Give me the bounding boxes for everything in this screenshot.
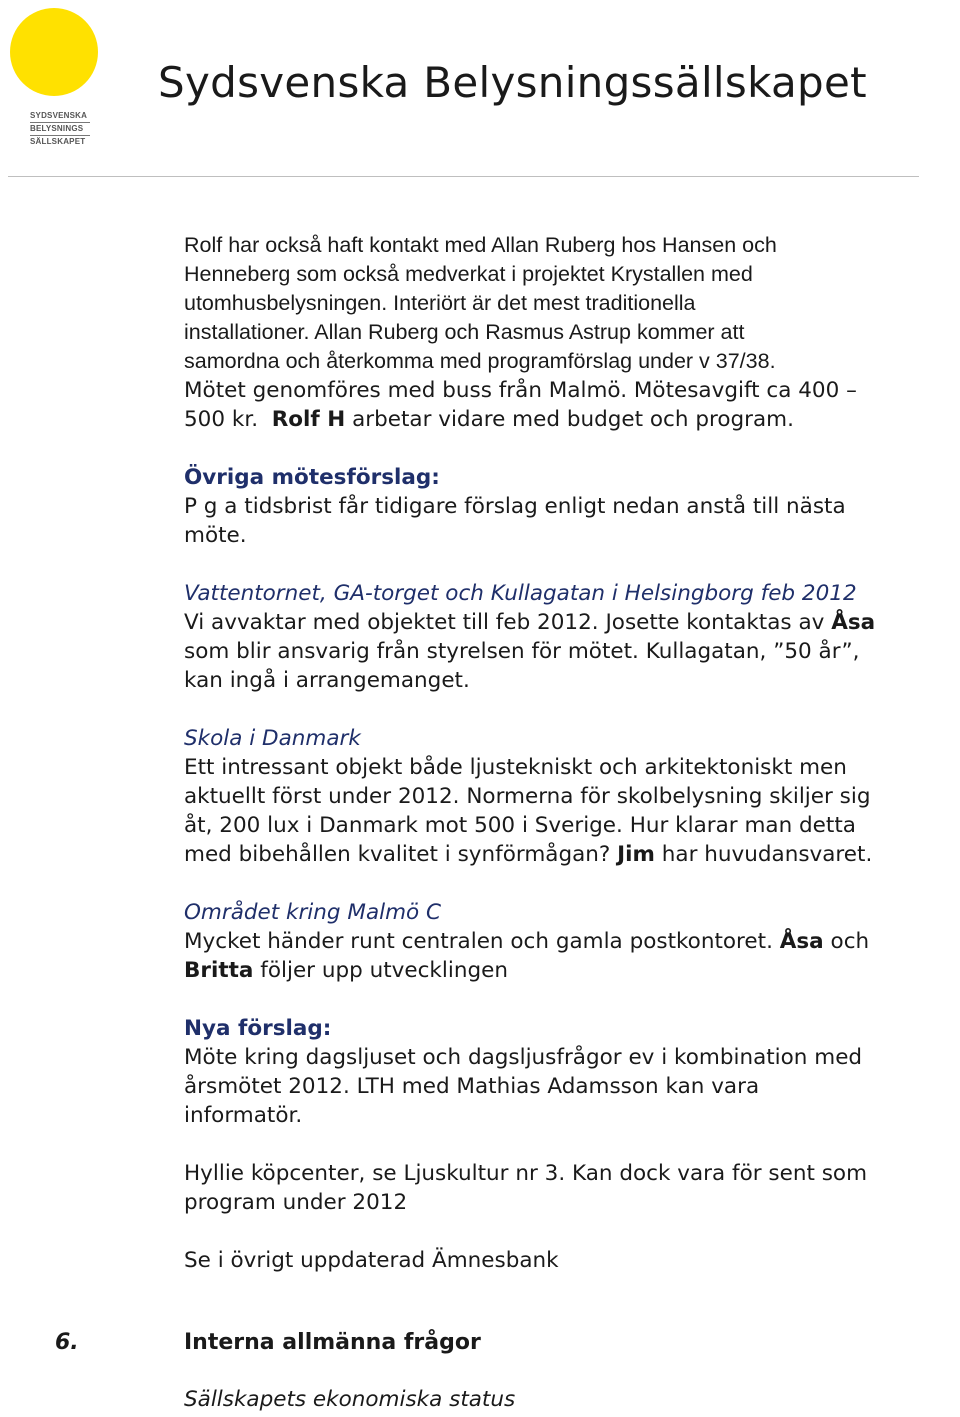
intro-line-end: arbetar vidare med budget och program. xyxy=(345,407,794,432)
intro-line: utomhusbelysningen. Interiört är det mest traditionella xyxy=(184,291,696,315)
logo-sun-circle xyxy=(10,8,98,96)
ovriga-section xyxy=(184,463,960,550)
section-heading: Området kring Malmö C xyxy=(184,900,442,925)
intro-cost-text: 500 kr. xyxy=(184,407,272,432)
vattentornet-section xyxy=(184,579,960,695)
intro-line: Rolf har också haft kontakt med Allan Ruberg hos Hansen och xyxy=(184,233,777,257)
amnesbank-paragraph xyxy=(184,1246,960,1275)
person-name: Åsa xyxy=(831,610,876,635)
body-line: program under 2012 xyxy=(184,1190,408,1215)
section-title: Interna allmänna frågor xyxy=(184,1330,481,1355)
section-heading: Vattentornet, GA-torget och Kullagatan i Helsingborg feb 2012 xyxy=(184,581,857,606)
section-heading: Övriga mötesförslag: xyxy=(184,465,440,490)
body-line: aktuellt först under 2012. Normerna för skolbelysning skiljer sig xyxy=(184,784,871,809)
section-heading: Nya förslag: xyxy=(184,1016,332,1041)
body-line: möte. xyxy=(184,523,247,548)
document-body xyxy=(184,231,960,1275)
body-line xyxy=(184,840,960,869)
person-name: Åsa xyxy=(779,929,824,954)
section-subheading: Sällskapets ekonomiska status xyxy=(184,1387,516,1412)
body-line xyxy=(184,927,960,956)
body-text: och xyxy=(823,929,870,954)
intro-line: Henneberg som också medverkat i projektet Krystallen med xyxy=(184,262,753,286)
hyllie-paragraph xyxy=(184,1159,960,1217)
body-line xyxy=(184,608,960,637)
intro-line: Mötet genomföres med buss från Malmö. Mötesavgift ca 400 – xyxy=(184,378,857,403)
logo-line-3: SÄLLSKAPET xyxy=(30,137,86,146)
logo-line-1: SYDSVENSKA xyxy=(30,111,88,120)
body-line: Ett intressant objekt både ljustekniskt och arkitektoniskt men xyxy=(184,755,847,780)
body-text: med bibehållen kvalitet i synförmågan? xyxy=(184,842,618,867)
malmo-section xyxy=(184,898,960,985)
skola-section xyxy=(184,724,960,869)
body-line: kan ingå i arrangemanget. xyxy=(184,668,470,693)
nya-section xyxy=(184,1014,960,1130)
section-number: 6. xyxy=(55,1330,79,1355)
body-line: P g a tidsbrist får tidigare förslag enligt nedan anstå till nästa xyxy=(184,494,846,519)
body-line: Möte kring dagsljuset och dagsljusfrågor ev i kombination med xyxy=(184,1045,863,1070)
logo-wordmark xyxy=(30,110,90,148)
intro-line xyxy=(184,405,960,434)
logo-line-2: BELYSNINGS xyxy=(30,122,90,136)
intro-line: samordna och återkomma med programförslag under v 37/38. xyxy=(184,349,776,373)
body-line: Hyllie köpcenter, se Ljuskultur nr 3. Kan dock vara för sent som xyxy=(184,1161,868,1186)
intro-paragraph xyxy=(184,231,960,434)
body-line: informatör. xyxy=(184,1103,303,1128)
body-line: Se i övrigt uppdaterad Ämnesbank xyxy=(184,1248,559,1273)
organization-title: Sydsvenska Belysningssällskapet xyxy=(158,58,867,107)
body-text: Vi avvaktar med objektet till feb 2012. Josette kontaktas av xyxy=(184,610,832,635)
body-text: Mycket händer runt centralen och gamla postkontoret. xyxy=(184,929,780,954)
body-line: som blir ansvarig från styrelsen för mötet. Kullagatan, ”50 år”, xyxy=(184,639,860,664)
person-name: Britta xyxy=(184,958,254,983)
body-line: åt, 200 lux i Danmark mot 500 i Sverige. Hur klarar man detta xyxy=(184,813,856,838)
intro-line: installationer. Allan Ruberg och Rasmus Astrup kommer att xyxy=(184,320,745,344)
body-text: har huvudansvaret. xyxy=(654,842,873,867)
person-name: Rolf H xyxy=(271,407,346,432)
body-line xyxy=(184,956,960,985)
header-divider xyxy=(8,176,919,177)
body-text: följer upp utvecklingen xyxy=(253,958,508,983)
body-line: årsmötet 2012. LTH med Mathias Adamsson kan vara xyxy=(184,1074,760,1099)
person-name: Jim xyxy=(617,842,655,867)
section-heading: Skola i Danmark xyxy=(184,726,361,751)
organization-logo xyxy=(10,8,100,150)
